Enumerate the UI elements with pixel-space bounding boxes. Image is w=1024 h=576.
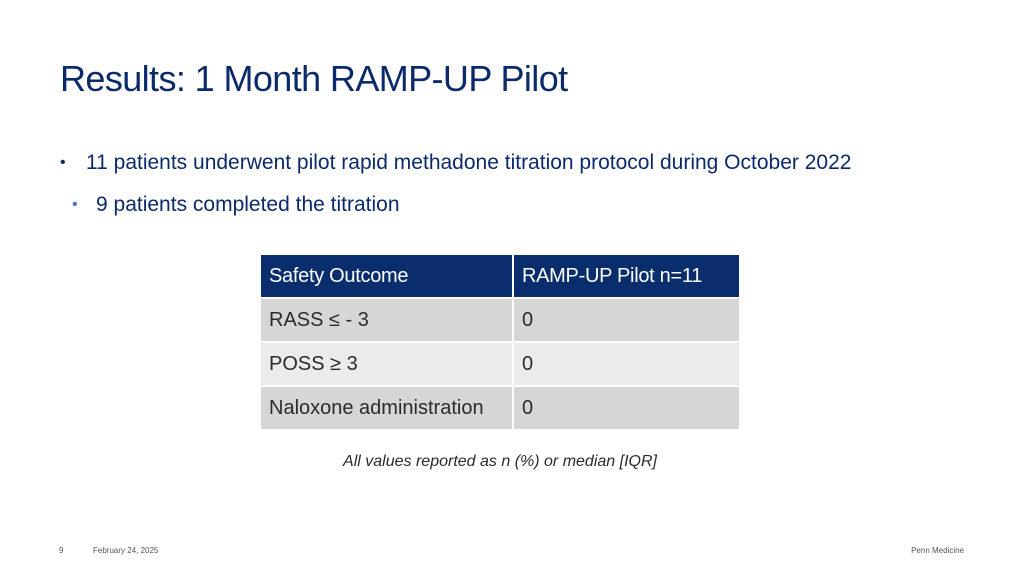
table-cell: 0 — [513, 298, 740, 342]
sub-bullet-text: 9 patients completed the titration — [96, 193, 400, 216]
table-row — [260, 298, 740, 342]
column-header: RAMP-UP Pilot n=11 — [513, 254, 740, 298]
bullet-dot-icon: • — [72, 196, 78, 213]
table-row — [260, 386, 740, 430]
table-row — [260, 342, 740, 386]
table-cell: RASS ≤ - 3 — [260, 298, 513, 342]
bullet-dot-icon: • — [60, 154, 66, 171]
table-cell: 0 — [513, 342, 740, 386]
table-header-row — [260, 254, 740, 298]
column-header: Safety Outcome — [260, 254, 513, 298]
table-cell: POSS ≥ 3 — [260, 342, 513, 386]
page-number: 9 — [59, 546, 64, 555]
slide-title: Results: 1 Month RAMP-UP Pilot — [60, 58, 568, 99]
table-footnote: All values reported as n (%) or median [IQR] — [343, 453, 657, 470]
table-cell: Naloxone administration — [260, 386, 513, 430]
sub-bullet-item — [72, 190, 851, 220]
footer-brand: Penn Medicine — [911, 546, 964, 555]
bullet-item — [60, 148, 851, 178]
bullet-list — [60, 148, 851, 220]
safety-outcome-table — [259, 253, 741, 431]
footer-date: February 24, 2025 — [93, 546, 159, 555]
table-cell: 0 — [513, 386, 740, 430]
bullet-text: 11 patients underwent pilot rapid methadone titration protocol during October 2022 — [86, 151, 852, 174]
